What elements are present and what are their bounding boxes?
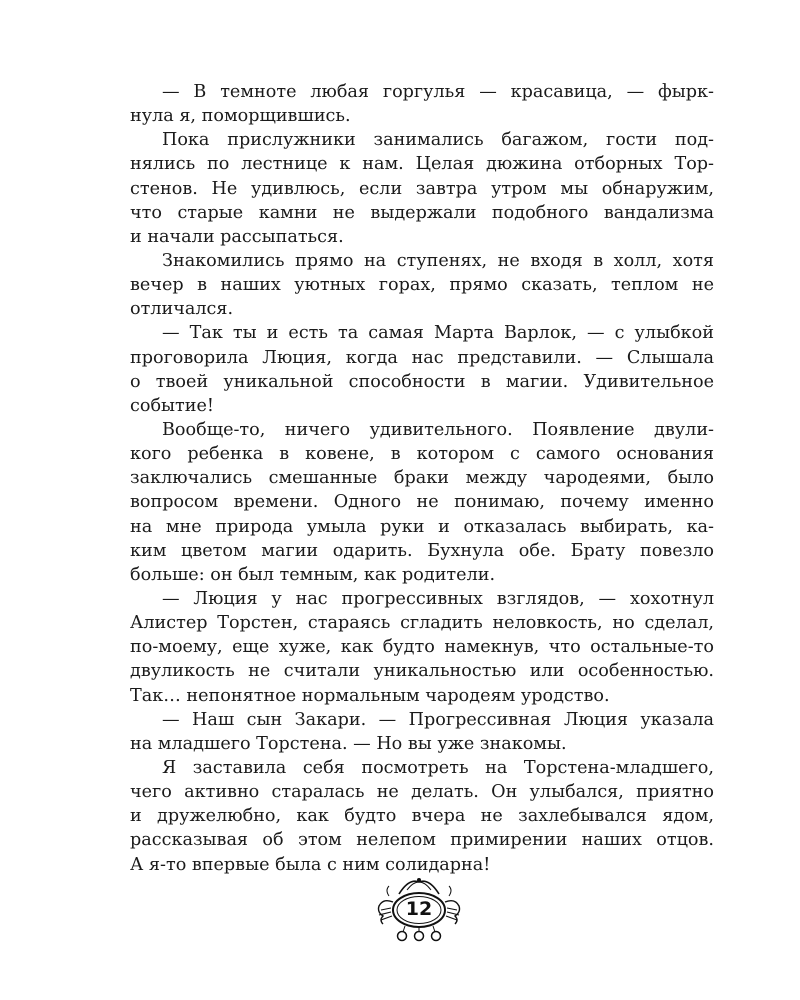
text-line: Пока прислужники занимались багажом, гости под- bbox=[162, 130, 714, 151]
text-line: — Так ты и есть та самая Марта Варлок, — с улыбкой bbox=[162, 323, 714, 344]
text-line: — В темноте любая горгулья — красавица, — фырк- bbox=[162, 82, 714, 102]
text-line: о твоей уникальной способности в магии. Удивительное bbox=[130, 371, 714, 392]
text-line: по-моему, еще хуже, как будто намекнув, что остальные-то bbox=[130, 637, 714, 658]
text-line: Вообще-то, ничего удивительного. Появление двули- bbox=[162, 419, 714, 440]
text-line: что старые камни не выдержали подобного вандализма bbox=[130, 202, 714, 223]
text-line: событие! bbox=[130, 395, 214, 416]
text-line: нялись по лестнице к нам. Целая дюжина отборных Тор- bbox=[130, 154, 714, 175]
text-line: на младшего Торстена. — Но вы уже знакомы. bbox=[130, 733, 567, 754]
text-line: заключались смешанные браки между чародеями, было bbox=[130, 468, 714, 489]
text-line: на мне природа умыла руки и отказалась выбирать, ка- bbox=[130, 516, 714, 537]
text-line: Знакомились прямо на ступенях, не входя в холл, хотя bbox=[162, 250, 714, 271]
text-line: А я-то впервые была с ним солидарна! bbox=[130, 854, 491, 875]
text-line: проговорила Люция, когда нас представили. — Слышала bbox=[130, 347, 714, 368]
body-text bbox=[130, 80, 714, 877]
text-line: вопросом времени. Одного не понимаю, почему именно bbox=[130, 492, 714, 513]
text-line: Алистер Торстен, стараясь сгладить неловкость, но сделал, bbox=[130, 613, 714, 634]
text-line: и начали рассыпаться. bbox=[130, 226, 344, 247]
text-line: и дружелюбно, как будто вчера не захлебывался ядом, bbox=[130, 806, 714, 827]
text-line: нула я, поморщившись. bbox=[130, 106, 351, 127]
text-line: отличался. bbox=[130, 299, 234, 320]
text-line: вечер в наших уютных горах, прямо сказать, теплом не bbox=[130, 275, 714, 296]
text-line: — Люция у нас прогрессивных взглядов, — хохотнул bbox=[162, 588, 714, 609]
text-line: больше: он был темным, как родители. bbox=[130, 564, 496, 585]
text-line: двуликость не считали уникальностью или особенностью. bbox=[130, 661, 714, 682]
text-line: Так… непонятное нормальным чародеям уродство. bbox=[130, 685, 610, 706]
page-number: 12 bbox=[405, 898, 433, 920]
text-line: чего активно старалась не делать. Он улыбался, приятно bbox=[130, 782, 714, 803]
text-line: Я заставила себя посмотреть на Торстена-младшего, bbox=[162, 757, 714, 778]
text-line: рассказывая об этом нелепом примирении наших отцов. bbox=[130, 830, 714, 851]
text-line: стенов. Не удивлюсь, если завтра утром мы обнаружим, bbox=[130, 178, 714, 199]
text-line: — Наш сын Закари. — Прогрессивная Люция указала bbox=[162, 709, 714, 730]
text-line: ким цветом магии одарить. Бухнула обе. Брату повезло bbox=[130, 540, 714, 561]
text-line: кого ребенка в ковене, в котором с самого основания bbox=[130, 444, 714, 465]
page-number-ornament bbox=[369, 872, 469, 944]
